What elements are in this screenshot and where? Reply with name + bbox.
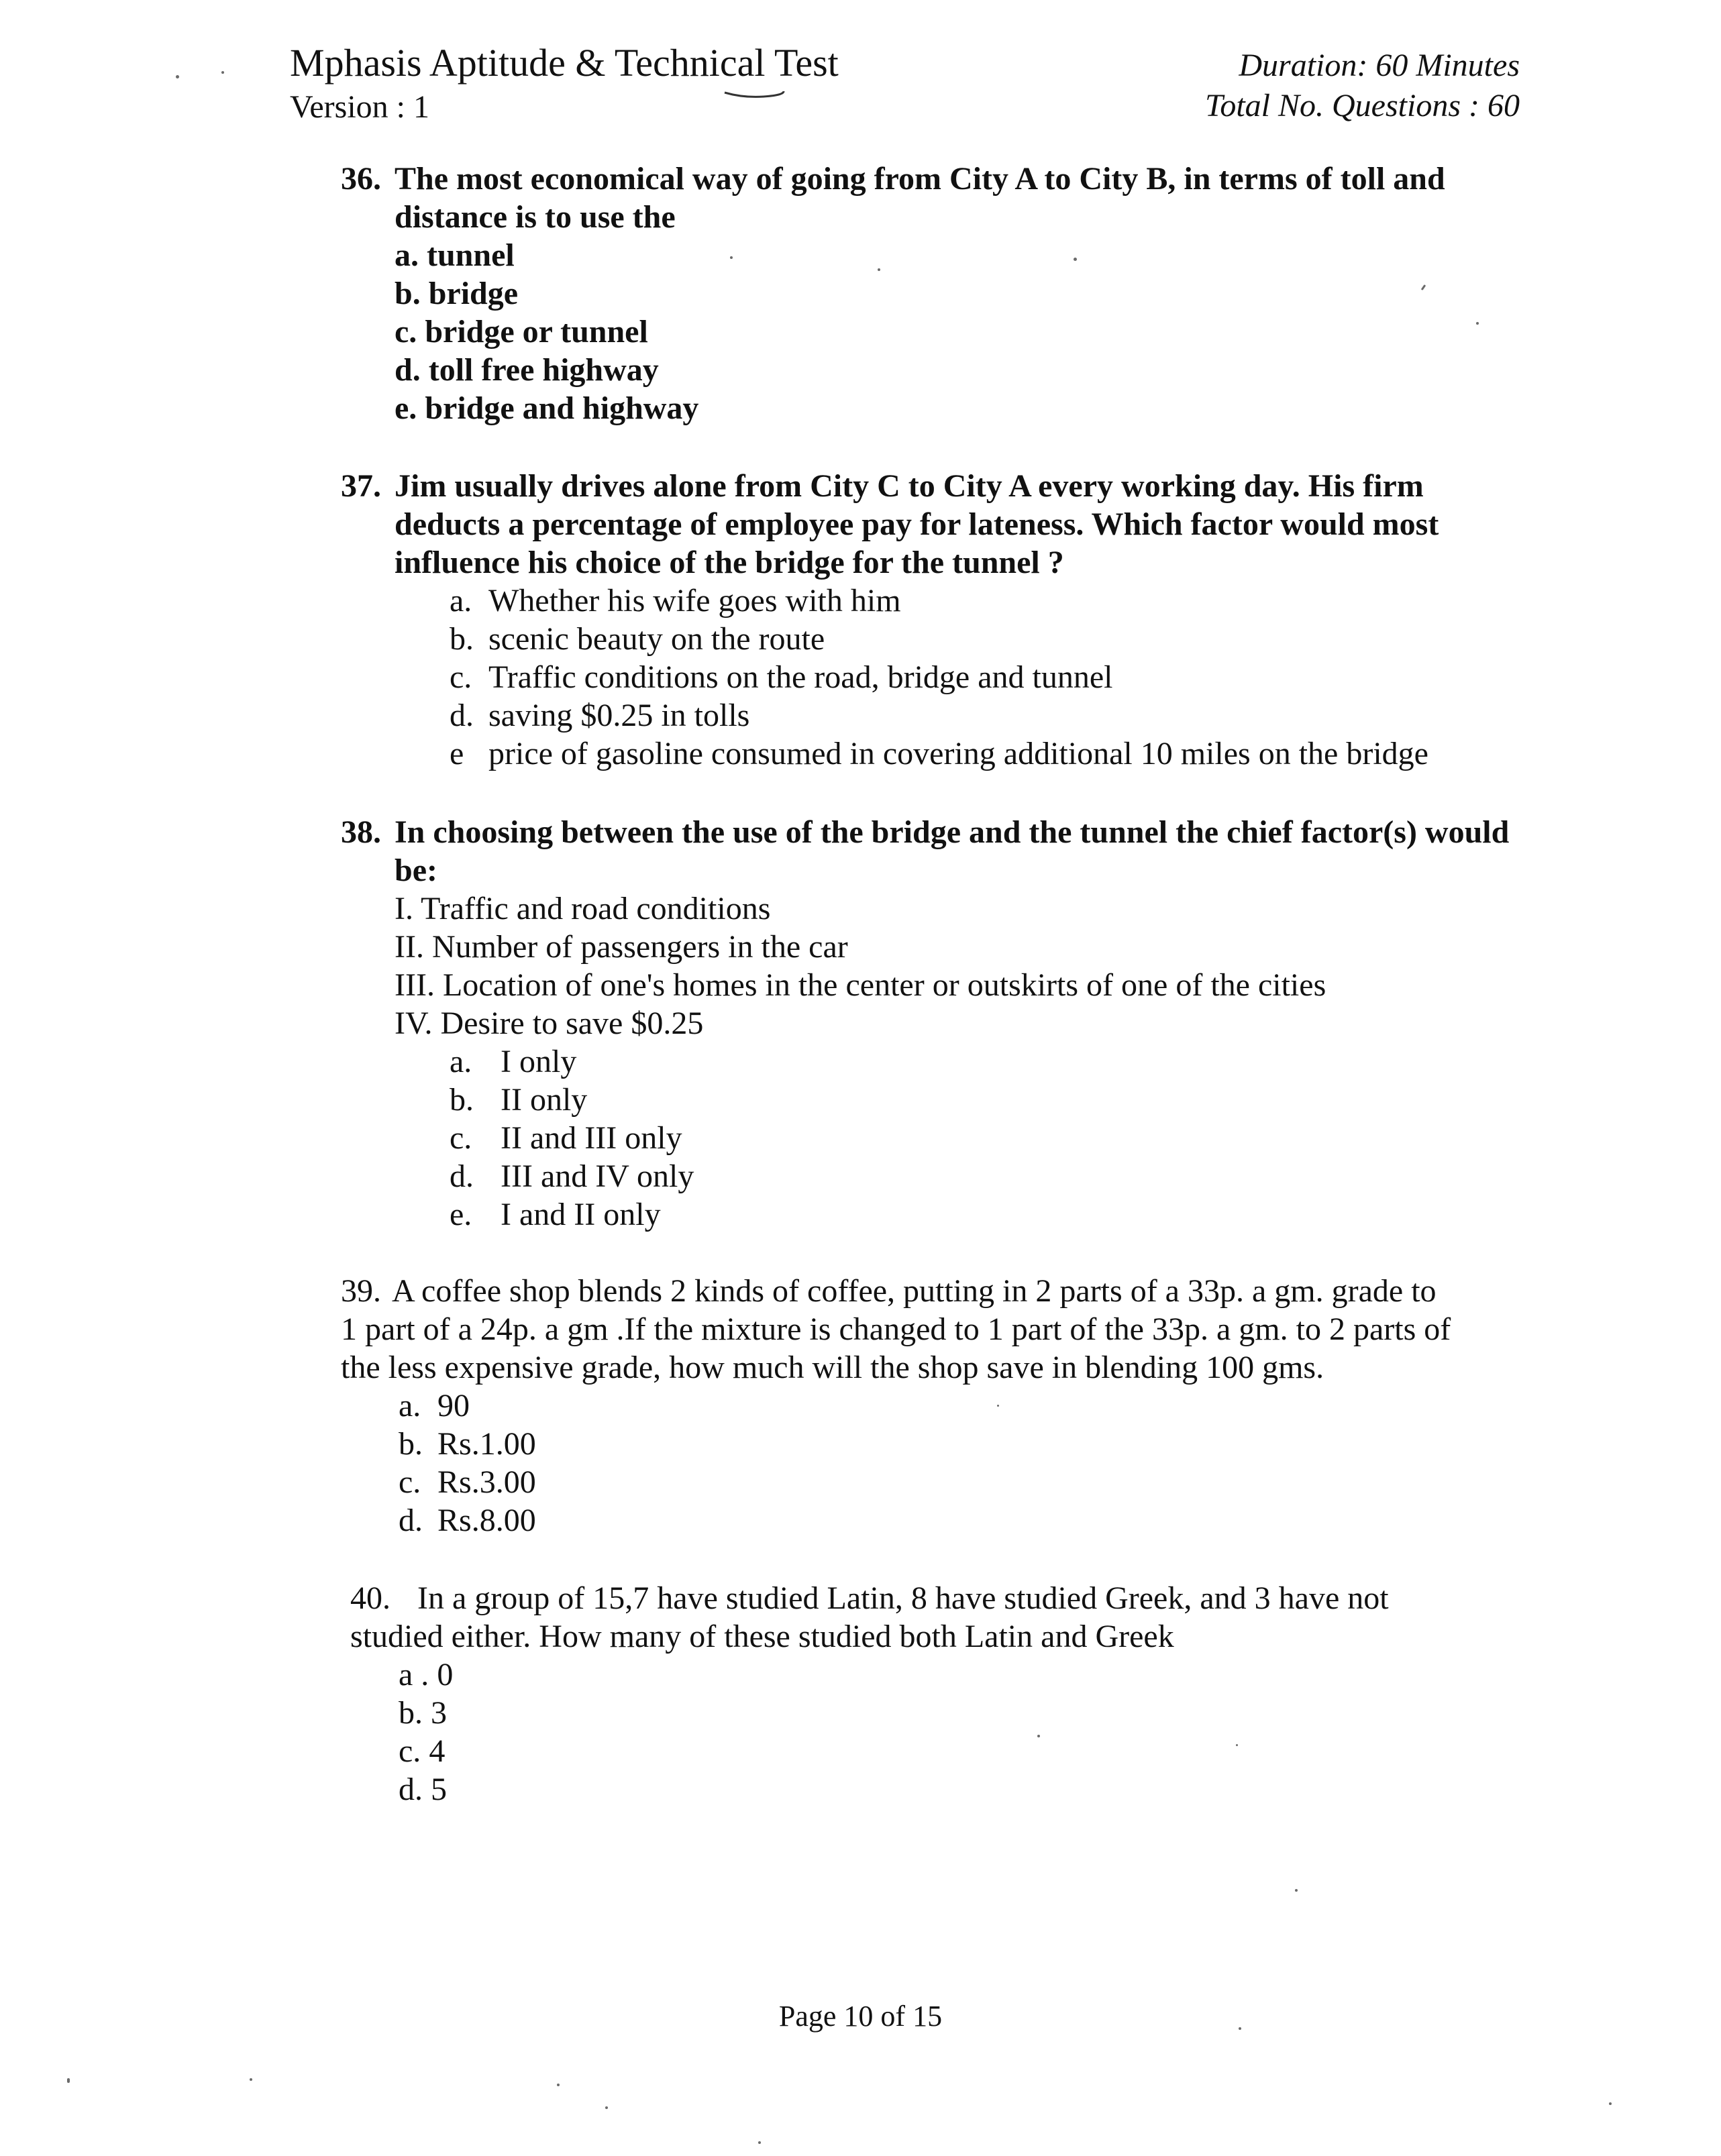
option-b — [395, 274, 1522, 313]
option-text: bridge or tunnel — [425, 314, 648, 349]
option-letter: e — [450, 736, 464, 771]
option-e — [450, 735, 1522, 773]
option-text: 5 — [431, 1772, 447, 1807]
option-letter: b. — [395, 276, 421, 311]
question-stem — [341, 1272, 1549, 1310]
scan-speck — [878, 268, 880, 271]
question-line: influence his choice of the bridge for the tunnel ? — [395, 545, 1064, 580]
option-letter: c. — [399, 1733, 421, 1769]
option-text: I and II only — [501, 1197, 661, 1232]
option-letter: b. — [450, 1082, 474, 1118]
question-line: In choosing between the use of the bridge and the tunnel the chief factor(s) would — [395, 814, 1510, 850]
scan-speck — [1074, 258, 1077, 261]
question-stem — [341, 813, 1549, 851]
scan-speck — [1295, 1889, 1298, 1892]
scan-speck — [1239, 2027, 1241, 2030]
option-text: 3 — [431, 1695, 447, 1731]
option-letter: e. — [450, 1197, 472, 1232]
option-e — [450, 1195, 1549, 1234]
question-line: A coffee shop blends 2 kinds of coffee, putting in 2 parts of a 33p. a gm. grade to — [392, 1273, 1437, 1309]
option-letter: b. — [399, 1426, 423, 1462]
question-stem — [350, 1579, 1531, 1617]
option-text: II only — [501, 1082, 588, 1118]
option-text: Traffic conditions on the road, bridge and tunnel — [488, 659, 1113, 695]
option-c — [450, 658, 1522, 696]
total-questions-label: Total No. Questions : 60 — [1205, 88, 1520, 123]
option-e — [395, 389, 1522, 427]
question-line: 1 part of a 24p. a gm .If the mixture is changed to 1 part of the 33p. a gm. to 2 parts of — [341, 1311, 1451, 1347]
header-left — [290, 39, 839, 127]
option-text: bridge and highway — [425, 390, 699, 426]
option-text: 90 — [437, 1388, 470, 1423]
question-line: Jim usually drives alone from City C to City A every working day. His firm — [395, 468, 1424, 504]
statement-item: III. Location of one's homes in the center or outskirts of one of the cities — [395, 967, 1326, 1003]
question-39 — [341, 1272, 1549, 1540]
scan-speck — [1236, 1744, 1238, 1746]
option-letter: d. — [450, 698, 474, 733]
option-b — [450, 620, 1522, 658]
option-letter: b. — [399, 1695, 423, 1731]
statement-item: IV. Desire to save $0.25 — [395, 1006, 704, 1041]
version-label: Version : 1 — [290, 89, 429, 125]
option-text: III and IV only — [501, 1158, 694, 1194]
pen-mark-decoration — [723, 89, 785, 101]
option-b — [399, 1694, 1531, 1732]
option-d — [399, 1770, 1531, 1809]
option-a — [399, 1387, 1549, 1425]
option-text: Rs.3.00 — [437, 1464, 536, 1500]
question-number: 38. — [341, 814, 381, 850]
option-text: Rs.8.00 — [437, 1503, 536, 1538]
option-text: price of gasoline consumed in covering additional 10 miles on the bridge — [488, 736, 1428, 771]
question-line: be: — [395, 853, 437, 888]
option-text: 0 — [437, 1657, 454, 1692]
option-letter: b. — [450, 621, 474, 657]
option-text: bridge — [428, 276, 519, 311]
option-a — [399, 1656, 1531, 1694]
page-number: Page 10 of 15 — [778, 2000, 943, 2033]
question-number: 36. — [341, 161, 381, 197]
header-right — [1205, 46, 1520, 126]
option-b — [399, 1425, 1549, 1463]
scan-speck — [1609, 2102, 1612, 2105]
option-letter: a. — [450, 583, 472, 618]
question-line: deducts a percentage of employee pay for lateness. Which factor would most — [395, 506, 1439, 542]
option-text: 4 — [429, 1733, 446, 1769]
option-a — [395, 236, 1522, 274]
scan-speck — [1476, 322, 1479, 325]
option-letter: a. — [450, 1044, 472, 1079]
option-text: Rs.1.00 — [437, 1426, 536, 1462]
option-text: II and III only — [501, 1120, 682, 1156]
option-b — [450, 1081, 1549, 1119]
options-list — [341, 1387, 1549, 1540]
question-38 — [341, 813, 1549, 1234]
option-text: I only — [501, 1044, 577, 1079]
option-letter: a. — [399, 1388, 421, 1423]
scan-speck — [176, 75, 179, 78]
options-list — [341, 582, 1522, 773]
option-letter: d. — [395, 352, 421, 388]
option-d — [450, 1157, 1549, 1195]
option-letter: d. — [399, 1503, 423, 1538]
statement-item: I. Traffic and road conditions — [395, 891, 771, 926]
scan-speck — [250, 2078, 252, 2081]
option-c — [450, 1119, 1549, 1157]
option-letter: a. — [395, 237, 419, 273]
question-line: studied either. How many of these studied both Latin and Greek — [350, 1619, 1174, 1654]
question-line: The most economical way of going from City A to City B, in terms of toll and — [395, 161, 1445, 197]
duration-label: Duration: 60 Minutes — [1239, 48, 1520, 83]
option-letter: d. — [450, 1158, 474, 1194]
option-d — [450, 696, 1522, 735]
option-text: toll free highway — [428, 352, 659, 388]
option-c — [399, 1463, 1549, 1501]
scan-speck — [557, 2084, 560, 2086]
question-37 — [341, 467, 1522, 773]
option-text: saving $0.25 in tolls — [488, 698, 750, 733]
statement-list — [341, 890, 1549, 1042]
question-number: 40. — [350, 1580, 390, 1616]
option-letter: e. — [395, 390, 417, 426]
question-number: 39. — [341, 1273, 381, 1309]
option-a — [450, 582, 1522, 620]
question-36 — [341, 160, 1522, 427]
option-c — [395, 313, 1522, 351]
scan-speck — [997, 1405, 999, 1407]
option-letter: c. — [399, 1464, 421, 1500]
option-d — [395, 351, 1522, 389]
scan-speck — [758, 2141, 761, 2144]
option-letter: c. — [450, 1120, 472, 1156]
question-stem — [341, 467, 1522, 505]
statement-item: II. Number of passengers in the car — [395, 929, 848, 965]
options-list — [341, 236, 1522, 427]
scan-speck — [605, 2106, 608, 2109]
option-text: tunnel — [427, 237, 515, 273]
option-c — [399, 1732, 1531, 1770]
question-line: In a group of 15,7 have studied Latin, 8 have studied Greek, and 3 have not — [417, 1580, 1389, 1616]
option-letter: c. — [395, 314, 417, 349]
question-line: the less expensive grade, how much will the shop save in blending 100 gms. — [341, 1350, 1324, 1385]
test-title: Mphasis Aptitude & Technical Test — [290, 41, 839, 85]
option-text: scenic beauty on the route — [488, 621, 825, 657]
options-list — [350, 1656, 1531, 1809]
scan-speck — [67, 2078, 70, 2083]
option-text: Whether his wife goes with him — [488, 583, 901, 618]
question-stem — [341, 160, 1522, 198]
option-a — [450, 1042, 1549, 1081]
option-letter: d. — [399, 1772, 423, 1807]
question-number: 37. — [341, 468, 381, 504]
scan-speck — [730, 256, 733, 259]
question-40 — [350, 1579, 1531, 1809]
options-list — [341, 1042, 1549, 1234]
question-line: distance is to use the — [395, 199, 676, 235]
scan-speck — [221, 71, 224, 74]
option-letter: c. — [450, 659, 472, 695]
option-d — [399, 1501, 1549, 1540]
option-letter: a . — [399, 1657, 429, 1692]
scan-speck — [1037, 1735, 1040, 1737]
